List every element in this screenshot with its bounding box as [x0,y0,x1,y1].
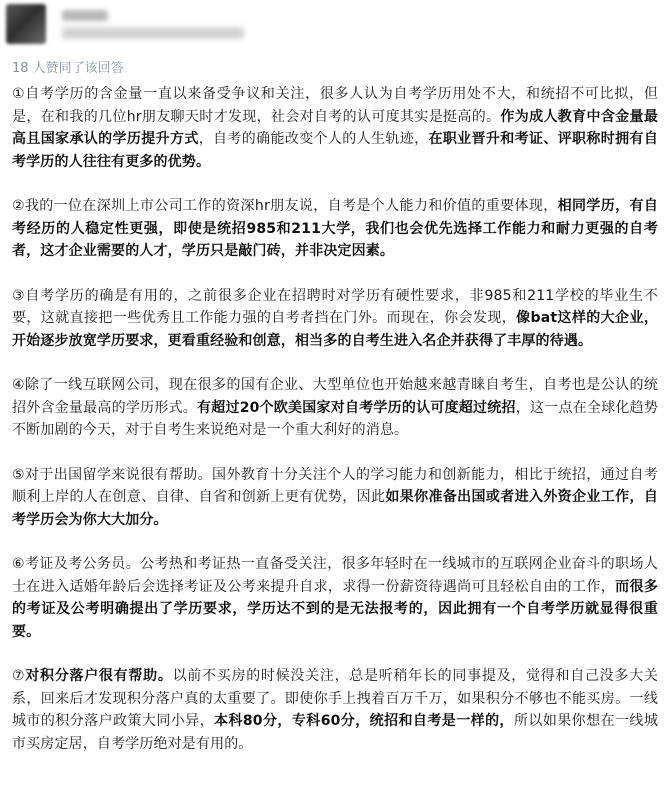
text-segment: ①自考学历的含金量一直以来备受争议和关注，很多人认为自考学历用处不大，和统招不可比拟，但是，在和我的几位hr朋友聊天时才发现，社会对自考的认可度其实是挺高的。 [12,86,658,125]
bold-text-segment: 相同学历，有自考经历的人稳定性更强，即使是统招985和211大学，我们也会优先选择工作能力和耐力更强的自考者，这才企业需要的人才，学历只是敲门砖，并非决定因素。 [12,198,658,259]
author-bio-redacted [62,27,244,39]
bold-text-segment: 本科80分，专科60分，统招和自考是一样的， [214,713,514,729]
author-name-redacted[interactable] [62,10,108,21]
answer-paragraph [12,374,658,442]
text-segment: ⑥考证及考公务员。公考热和考证热一直备受关注，很多年轻时在一线城市的互联网企业奋斗的职场人士在进入适婚年龄后会选择考证及公考来提升自求，求得一份薪资待遇尚可且轻松自由的工作， [12,556,658,595]
bold-text-segment: 在职业晋升和考证、评职称时拥有自考学历的人往往有更多的优势。 [12,131,659,170]
bold-text-segment: 对积分落户很有帮助。 [25,668,173,684]
likes-count: 18 人赞同了该回答 [12,61,124,76]
text-segment: 以前不买房的时候没关注，总是听稍年长的同事提及，觉得和自己没多大关系，回来后才发现积分落户真的太重要了。即使你手上拽着百万千万，如果积分不够也不能买房。一线城市的积分落户政策大同小异， [12,668,658,729]
text-segment: ，自考的确能改变个人的人生轨迹， [198,131,429,147]
answer-content [12,83,658,777]
text-segment: ②我的一位在深圳上市公司工作的资深hr朋友说，自考是个人能力和价值的重要体现， [12,198,558,214]
bold-text-segment: 作为成人教育中含金量最高且国家承认的学历提升方式 [12,108,658,147]
bold-text-segment: 像bat这样的大企业，开始逐步放宽学历要求，更看重经验和创意，相当多的自考生进入名企并获得了丰厚的待遇。 [12,310,659,349]
bold-text-segment: 而很多的考证及公考明确提出了学历要求，学历达不到的是无法报考的，因此拥有一个自考学历就显得很重要。 [12,578,658,640]
answer-paragraph [12,665,658,755]
answer-paragraph [12,553,658,643]
answer-author-header [0,0,668,56]
answer-paragraph [12,464,658,532]
answer-paragraph [12,195,658,263]
answer-paragraph [12,83,658,173]
text-segment: ，这一点在全球化趋势不断加剧的今天，对于自考生来说绝对是一个重大利好的消息。 [12,399,659,438]
text-segment: ④除了一线互联网公司，现在很多的国有企业、大型单位也开始越来越青睐自考生，自考也是公认的统招外含金量最高的学历形式。 [12,377,658,416]
bold-text-segment: 有超过20个欧美国家对自考学历的认可度超过统招 [197,399,516,416]
bold-text-segment: 如果你准备出国或者进入外资企业工作，自考学历会为你大大加分。 [12,489,658,528]
author-avatar[interactable] [6,4,46,44]
answer-paragraph [12,285,658,353]
text-segment: 所以如果你想在一线城市买房定居，自考学历绝对是有用的。 [12,713,658,752]
text-segment: ⑤对于出国留学来说很有帮助。国外教育十分关注个人的学习能力和创新能力，相比于统招，通过自考顺利上岸的人在创意、自律、自省和创新上更有优势，因此 [12,466,658,505]
text-segment: ③自考学历的确是有用的，之前很多企业在招聘时对学历有硬性要求，非985和211学校的毕业生不要，这就直接把一些优秀且工作能力强的自考者挡在门外。而现在，你会发现， [12,287,658,326]
text-segment: ⑦ [12,668,26,684]
